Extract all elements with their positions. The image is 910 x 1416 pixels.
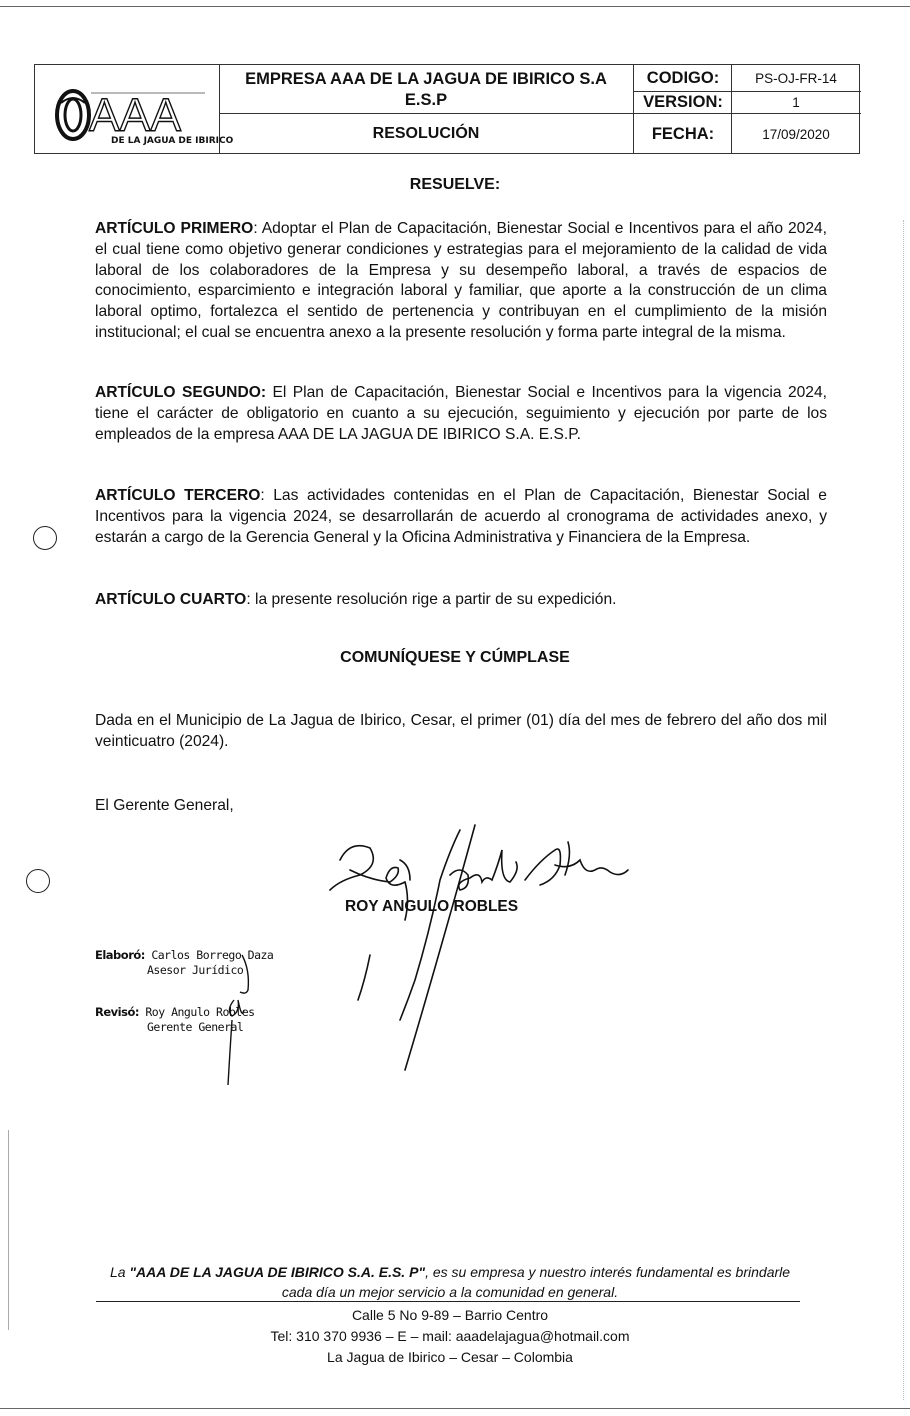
article-4 [95, 590, 827, 611]
initials-mark [222, 950, 262, 1090]
article-1-label: ARTÍCULO PRIMERO [95, 220, 254, 237]
article-4-label: ARTÍCULO CUARTO [95, 591, 247, 608]
punch-hole-top [33, 526, 57, 550]
reviso-name: Roy Angulo Robles [145, 1005, 255, 1019]
article-2-label: ARTÍCULO SEGUNDO: [95, 384, 267, 401]
scan-bottom-border [0, 1408, 910, 1409]
resuelve-heading: RESUELVE: [409, 176, 501, 193]
article-1-text: : Adoptar el Plan de Capacitación, Bienestar Social e Incentivos para el año 2024, el cual tiene como objetivo generar condiciones y estrategias para el mejoramiento de la calidad de vida laboral de los colaboradores de la Empresa y su desempeño laboral, a través de espacios de conocimiento, esparcimiento e integración laboral y familiar, que aporte a la construcción de un clima laboral optimo, fortalezca el sentido de pertenencia y contribuyan en el cumplimiento de la misión institucional; el cual se encuentra anexo a la presente resolución y forma parte integral de la misma. [95, 220, 827, 341]
fecha-value: 17/09/2020 [762, 126, 830, 142]
logo-mark-text: AAA [89, 89, 182, 141]
footer-address-block [200, 1305, 700, 1368]
comuniquese-heading: COMUNÍQUESE Y CÚMPLASE [340, 649, 570, 666]
article-3 [95, 486, 827, 548]
codigo-label: CODIGO: [646, 69, 720, 87]
scan-left-edge [8, 1130, 9, 1330]
company-logo [45, 73, 234, 149]
article-3-label: ARTÍCULO TERCERO [95, 487, 261, 504]
elaboro-label: Elaboró: [95, 948, 145, 962]
footer-contact: Tel: 310 370 9936 – E – mail: aaadelajagua@hotmail.com [270, 1328, 630, 1344]
handwritten-signature [310, 820, 640, 1090]
aaa-company-logo-icon [45, 73, 234, 149]
version-label: VERSION: [643, 93, 723, 111]
company-name: EMPRESA AAA DE LA JAGUA DE IBIRICO S.A E.S.P [245, 70, 607, 109]
article-3-text: : Las actividades contenidas en el Plan de Capacitación, Bienestar Social e Incentivos para la vigencia 2024, se desarrollarán de acuerdo al cronograma de actividades anexo, y estarán a cargo de la Gerencia General y la Oficina Administrativa y Financiera de la Empresa. [95, 487, 827, 546]
gerente-intro: El Gerente General, [95, 797, 234, 814]
codigo-value: PS-OJ-FR-14 [755, 71, 837, 86]
dada-paragraph: Dada en el Municipio de La Jagua de Ibirico, Cesar, el primer (01) día del mes de febrero del año dos mil veinticuatro (2024). [95, 712, 827, 750]
signer-name: ROY ANGULO ROBLES [345, 898, 519, 915]
fecha-label: FECHA: [651, 124, 715, 143]
elaboro-name: Carlos Borrego Daza [151, 948, 274, 962]
version-value: 1 [792, 95, 800, 110]
logo-subtitle: DE LA JAGUA DE IBIRICO [111, 136, 234, 146]
scan-right-edge [903, 220, 904, 1400]
footer-rule [96, 1301, 800, 1302]
article-1 [95, 219, 827, 344]
elaboro-role: Asesor Jurídico [147, 963, 244, 977]
scan-top-border [0, 6, 910, 7]
article-4-text: : la presente resolución rige a partir de su expedición. [246, 591, 617, 608]
reviso-role: Gerente General [147, 1020, 244, 1034]
footer-slogan: La "AAA DE LA JAGUA DE IBIRICO S.A. E.S. P", es su empresa y nuestro interés fundamental es brindarle cada día un mejor servicio a la comunidad en general. [109, 1264, 791, 1300]
article-2-text: El Plan de Capacitación, Bienestar Social e Incentivos para la vigencia 2024, tiene el carácter de obligatorio en cuanto a su ejecución, seguimiento y ejecución por parte de los empleados de la empresa AAA DE LA JAGUA DE IBIRICO S.A. E.S.P. [95, 384, 827, 443]
document-type: RESOLUCIÓN [372, 125, 480, 142]
article-2 [95, 383, 827, 445]
footer-city: La Jagua de Ibirico – Cesar – Colombia [327, 1349, 573, 1365]
document-header-table [34, 64, 860, 154]
punch-hole-bottom [26, 869, 50, 893]
footer-address: Calle 5 No 9-89 – Barrio Centro [351, 1307, 549, 1323]
reviso-label: Revisó: [95, 1005, 139, 1019]
